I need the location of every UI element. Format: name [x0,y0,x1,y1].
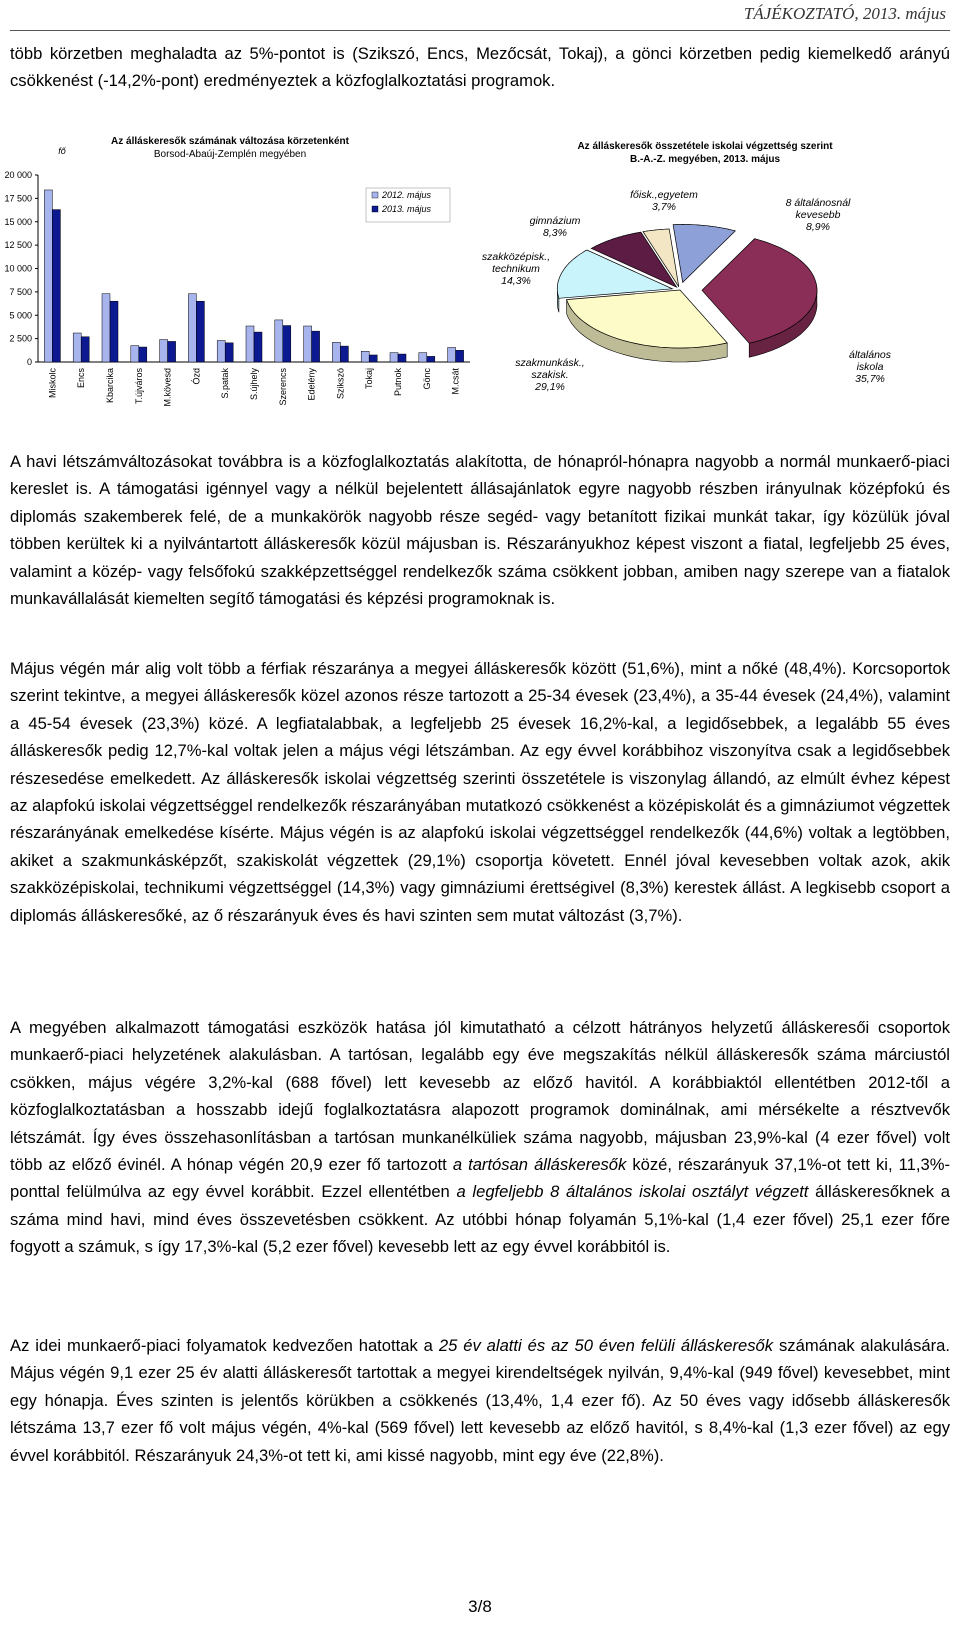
y-tick-label: 17 500 [4,193,32,204]
x-tick-label: Edelény [306,368,317,401]
bar-2012 [44,190,52,362]
paragraph-3-part-e: álláskeresőknek a száma mind havi, mind éves összevetésben csökkent. Az utóbbi hónap folyamán 5,1%-kal (1,4 ezer fővel) 25,1 ezer főre fogyott a számuk, s így 17,3%-kal (5,2 ezer fővel) kevesebb lett az egy évvel korábbitól is. [10,1182,951,1257]
document-header: TÁJÉKOZTATÓ, 2013. május [743,4,946,23]
pie-label: 14,3% [501,275,531,287]
pie-label: 8,3% [543,227,567,239]
y-tick-label: 20 000 [4,170,32,180]
paragraph-intro: több körzetben meghaladta az 5%-pontot is (Szikszó, Encs, Mezőcsát, Tokaj), a gönci körzetben pedig kiemelkedő arányú csökkenést (-14,2%-pont) eredményeztek a közfoglalkoztatási programok. [10,44,950,91]
paragraph-3-part-c: közé, részarányuk 37,1%-ot tett ki, 11,3%-ponttal felülmúlva az egy évvel korábbit. Ezzel ellentétben [10,1155,950,1202]
bar-2012 [275,320,283,362]
bar-2013 [81,337,89,362]
bar-chart-svg [0,130,480,430]
legend-swatch [372,206,378,212]
bar-2012 [419,353,427,362]
bar-2013 [398,354,406,362]
pie-label: 8 általánosnál [785,197,851,209]
bar-2012 [73,333,81,362]
bar-2013 [427,356,435,362]
x-tick-label: M.kövesd [162,368,173,407]
pie-label: gimnázium [529,215,581,227]
bar-2013 [110,301,118,362]
bar-chart-title: Az álláskeresők számának változása körzetenként [111,136,349,147]
bar-2012 [160,340,168,362]
legend-swatch [372,192,378,198]
pie-chart-title: Az álláskeresők összetétele iskolai végzettség szerint [577,141,833,152]
x-tick-label: Szerencs [277,368,288,406]
bar-2012 [102,294,110,362]
x-tick-label: Ózd [191,368,202,385]
pie-label: technikum [492,263,540,275]
bar-2013 [52,210,60,362]
bar-chart [0,130,480,430]
y-tick-label: 5 000 [9,310,32,321]
bar-2013 [456,350,464,362]
paragraph-3-emph-1: a tartósan álláskeresők [452,1155,627,1175]
bar-2012 [304,326,312,362]
bar-2013 [196,301,204,362]
bar-2013 [139,347,147,362]
x-tick-label: S.patak [220,368,231,399]
x-tick-label: Gönc [421,368,432,390]
bar-2013 [312,331,320,362]
page-number: 3/8 [468,1597,492,1616]
paragraph-3-emph-2: a legfeljebb 8 általános iskolai osztályt végzett [456,1182,809,1202]
x-tick-label: S.újhely [249,368,259,401]
pie-chart-svg [480,130,960,430]
pie-label: szakmunkásk., [515,357,585,369]
y-axis-label: fő [58,146,66,156]
x-tick-label: Putnok [393,368,403,397]
pie-label: főisk.,egyetem [630,189,698,201]
x-tick-label: Szikszó [335,368,346,400]
pie-label: általános [848,349,892,361]
paragraph-4-part-c: számának alakulására. Május végén 9,1 ezer 25 év alatti álláskeresőt tartottak a megyei kirendeltségek nyilván, 9,4%-kal (949 fővel) kevesebbet, mint egy hónapja. Éves szinten is jelentős körükben a csökkenés (13,4%, 1,4 ezer fő). Az 50 éves vagy idősebb álláskeresők létszáma 13,7 ezer fő volt május végén, 4%-kal (569 fővel) lett kevesebb az előző havitól, s 8,4%-kal (1,3 ezer fővel) az egy évvel korábbitól. Részarányuk 24,3%-ot tett ki, ami kissé nagyobb, mint egy éve (22,8%). [10,1336,951,1465]
header-rule [10,30,950,31]
bar-2013 [254,332,262,362]
bar-2012 [361,351,369,362]
x-tick-label: Tokaj [364,368,375,390]
bar-2012 [188,294,196,362]
bar-2012 [332,342,340,362]
legend-label: 2012. május [382,190,432,200]
pie-label: 35,7% [855,373,885,385]
y-tick-label: 7 500 [9,286,32,297]
pie-label: iskola [856,361,884,373]
y-tick-label: 12 500 [4,240,32,251]
paragraph-1: A havi létszámváltozásokat továbbra is a közfoglalkoztatás alakította, de hónapról-hónapra nagyobb a normál munkaerő-piaci kereslet is. A támogatási igénnyel vagy a nélkül bejelentett állásajánlatok egyre nagyobb részben irányulnak középfokú és diplomás szakemberek felé, de a munkakörök nagyobb része segéd- vagy betanított fizikai munkát takar, így közülük jóval többen kerültek ki a nyilvántartott álláskeresők közül májusban is. Részarányukhoz képest viszont a fiatal, legfeljebb 25 éves, valamint a közép- vagy felsőfokú szakképzettséggel rendelkezők száma csökkent jobban, amiben nagy szerepe van a fiatalok munkavállalását kiemelten segítő támogatási és képzési programoknak is. [10,452,950,609]
pie-label: szakközépisk., [481,251,551,263]
bar-2012 [246,326,254,362]
bar-2012 [217,340,225,362]
x-tick-label: Kbarcika [105,368,115,404]
pie-chart-subtitle: B.-A.-Z. megyében, 2013. május [629,154,781,165]
paragraph-4-part-a: Az idei munkaerő-piaci folyamatok kedvezően hatottak a [10,1336,439,1355]
y-tick-label: 10 000 [4,263,32,274]
bar-2012 [131,346,139,362]
paragraph-4-emph: 25 év alatti és az 50 éven felüli álláskeresők [438,1336,774,1355]
y-tick-label: 0 [26,357,32,367]
pie-label: 8,9% [806,221,830,233]
paragraph-3 [10,1014,950,1261]
bar-2013 [168,341,176,362]
pie-label: szakisk. [531,369,569,381]
paragraph-2: Május végén már alig volt több a férfiak részaránya a megyei álláskeresők között (51,6%), mint a nőké (48,4%). Korcsoportok szerint tekintve, a megyei álláskeresők közel azonos része tartozott a 25-34 évesek (23,4%), a 35-44 évesek (24,4%), valamint a 45-54 évesek (23,3%) közé. A legfiatalabbak, a legfeljebb 25 évesek 16,2%-kal, a legidősebbek, a legalább 55 éves álláskeresők pedig 12,7%-kal voltak jelen a május végi létszámban. Az egy évvel korábbihoz viszonyítva csak a legidősebbek részesedése emelkedett. Az álláskeresők iskolai végzettség szerinti összetétele is viszonylag állandó, az elmúlt évhez képest az alapfokú iskolai végzettséggel rendelkezők részarányában mutatkozó csökkenést a középiskolát és a gimnáziumot végzettek részarányának emelkedése kísérte. Május végén is az alapfokú iskolai végzettséggel rendelkezők (44,6%) voltak a legtöbben, akiket a szakmunkásképzőt, szakiskolát végzettek (29,1%) csoportja követett. Ennél jóval kevesebben voltak azok, akik szakközépiskolai, technikumi végzettséggel (14,3%) vagy gimnáziumi érettségivel (8,3%) kerestek állást. A legkisebb csoport a diplomás álláskeresőké, az ő részarányuk éves és havi szinten sem mutat változást (3,7%). [10,659,950,925]
bar-2013 [369,355,377,362]
paragraph-4 [10,1332,950,1469]
y-tick-label: 15 000 [4,216,32,227]
pie-label: 3,7% [652,201,676,213]
y-tick-label: 2 500 [9,333,32,344]
legend-label: 2013. május [382,204,432,214]
bar-2013 [225,343,233,362]
bar-2013 [340,346,348,362]
x-tick-label: M.csát [450,368,461,395]
x-tick-label: Encs [76,368,87,389]
bar-2012 [390,353,398,362]
pie-label: 29,1% [535,381,565,393]
bar-chart-subtitle: Borsod-Abaúj-Zemplén megyében [153,149,307,160]
bar-2013 [283,326,291,362]
pie-chart [480,130,960,430]
paragraph-3-part-a: A megyében alkalmazott támogatási eszközök hatása jól kimutatható a célzott hátrányos helyzetű álláskeresői csoportok munkaerő-piaci helyzetének alakulásban. A tartósan, legalább egy éve megszakítás nélkül álláskeresők száma márciustól csökken, május végére 3,2%-kal (688 fővel) lett kevesebb az előző havitól. A korábbiaktól ellentétben 2012-től a közfoglalkoztatásban a hosszabb idejű foglalkoztatásra alapozott programok dominálnak, ami mérsékelte a résztvevők létszámát. Így éves összehasonlításban a tartósan munkanélküliek száma nagyobb, májusban 23,9%-kal (4 ezer fővel) volt több az előző évinél. A hónap végén 20,9 ezer fő tartozott [10,1018,950,1175]
pie-label: kevesebb [795,209,841,221]
x-tick-label: Miskolc [47,368,58,399]
bar-2012 [448,348,456,362]
x-tick-label: T.újváros [133,368,144,405]
